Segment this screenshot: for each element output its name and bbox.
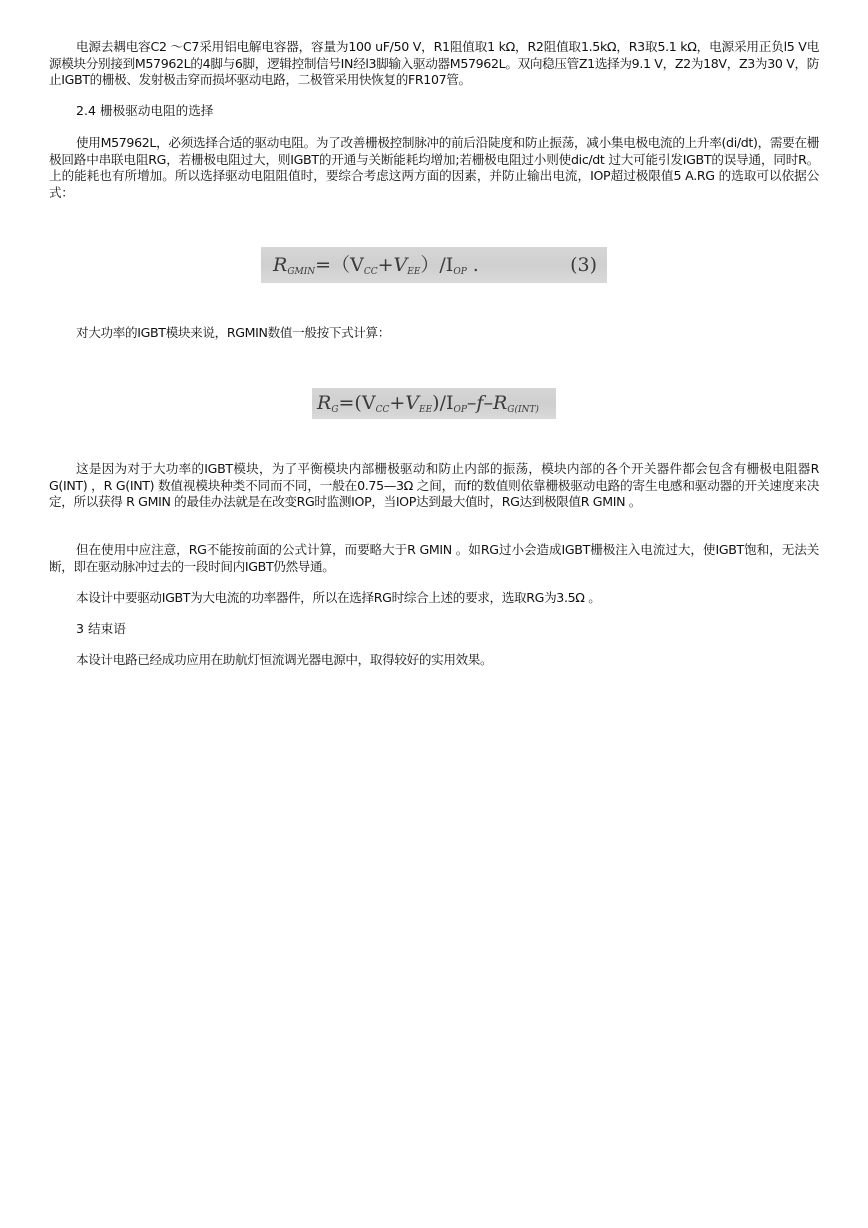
formula-text: .	[466, 254, 479, 276]
formula-symbol: R	[273, 254, 288, 276]
formula-subscript: OP	[453, 267, 467, 277]
section-heading-3-conclusion: 3 结束语	[76, 621, 126, 636]
formula-text: )/I	[432, 392, 454, 414]
formula-text: +V	[389, 392, 420, 414]
formula-text: ）/I	[420, 254, 454, 276]
paragraph-gate-resistor-selection: 使用M57962L，必须选择合适的驱动电阻。为了改善栅极控制脉冲的前后沿陡度和防止振荡，减小集电极电流的上升率(di/dt)，需要在栅极回路中串联电阻RG，若栅极电阻过大，则IGBT的开通与关断能耗均增加;若栅极电阻过小则使dic/dt 过大可能引发IGBT的误导通，同时R。上的能耗也有所增加。所以选择驱动电阻阻值时，要综合考虑这两方面的因素，并防止输出电流，IOP超过极限值5 A.RG 的选取可以依据公式：	[49, 135, 819, 200]
formula-symbol: R	[317, 392, 332, 414]
formula-subscript: CC	[363, 267, 378, 277]
formula-text: +V	[377, 254, 408, 276]
formula-text: =(V	[338, 392, 376, 414]
paragraph-power-decoupling: 电源去耦电容C2 ～C7采用铝电解电容器，容量为100 uF/50 V，R1阻值取1 kΩ，R2阻值取1.5kΩ，R3取5.1 kΩ，电源采用正负l5 V电源模块分别接到M57962L的4脚与6脚，逻辑控制信号IN经l3脚输入驱动器M57962L。双向稳压管Z1选择为9.1 V，Z2为18V，Z3为30 V，防止IGBT的栅极、发射极击穿而损坏驱动电路，二极管采用快恢复的FR107管。	[49, 39, 819, 87]
formula-text: =（V	[315, 254, 364, 276]
formula-subscript: CC	[375, 405, 390, 415]
paragraph-design-choice: 本设计中要驱动IGBT为大电流的功率器件，所以在选择RG时综合上述的要求，选取RG为3.5Ω 。	[76, 590, 601, 605]
formula-rg-image	[312, 388, 556, 419]
formula-subscript: G	[331, 405, 339, 415]
formula-subscript: G(INT)	[507, 405, 539, 415]
equation-number: (3)	[570, 254, 597, 276]
paragraph-conclusion: 本设计电路已经成功应用在助航灯恒流调光器电源中，取得较好的实用效果。	[76, 652, 493, 667]
paragraph-rgmin-calc-intro: 对大功率的IGBT模块来说，RGMIN数值一般按下式计算：	[76, 325, 391, 340]
formula-subscript: GMIN	[287, 267, 316, 277]
formula-subscript: EE	[407, 267, 421, 277]
formula-subscript: OP	[453, 405, 467, 415]
formula-rgmin-image	[261, 247, 607, 283]
paragraph-high-power-igbt: 这是因为对于大功率的IGBT模块，为了平衡模块内部栅极驱动和防止内部的振荡，模块内部的各个开关器件都会包含有栅极电阻器R G(INT) ，R G(INT) 数值视模块种类不同而不同，一般在0.75—3Ω 之间，而f的数值则依靠栅极驱动电路的寄生电感和驱动器的开关速度来决定，所以获得 R GMIN 的最佳办法就是在改变RG时监测IOP，当IOP达到最大值时，RG达到极限值R GMIN 。	[49, 461, 819, 509]
formula-subscript: EE	[419, 405, 433, 415]
formula-text: –f–R	[466, 392, 508, 414]
section-heading-2-4: 2.4 栅极驱动电阻的选择	[76, 103, 214, 118]
paragraph-usage-note: 但在使用中应注意，RG不能按前面的公式计算，而要略大于R GMIN 。如RG过小会造成IGBT栅极注入电流过大，使IGBT饱和，无法关断，即在驱动脉冲过去的一段时间内IGBT仍然导通。	[49, 542, 819, 574]
